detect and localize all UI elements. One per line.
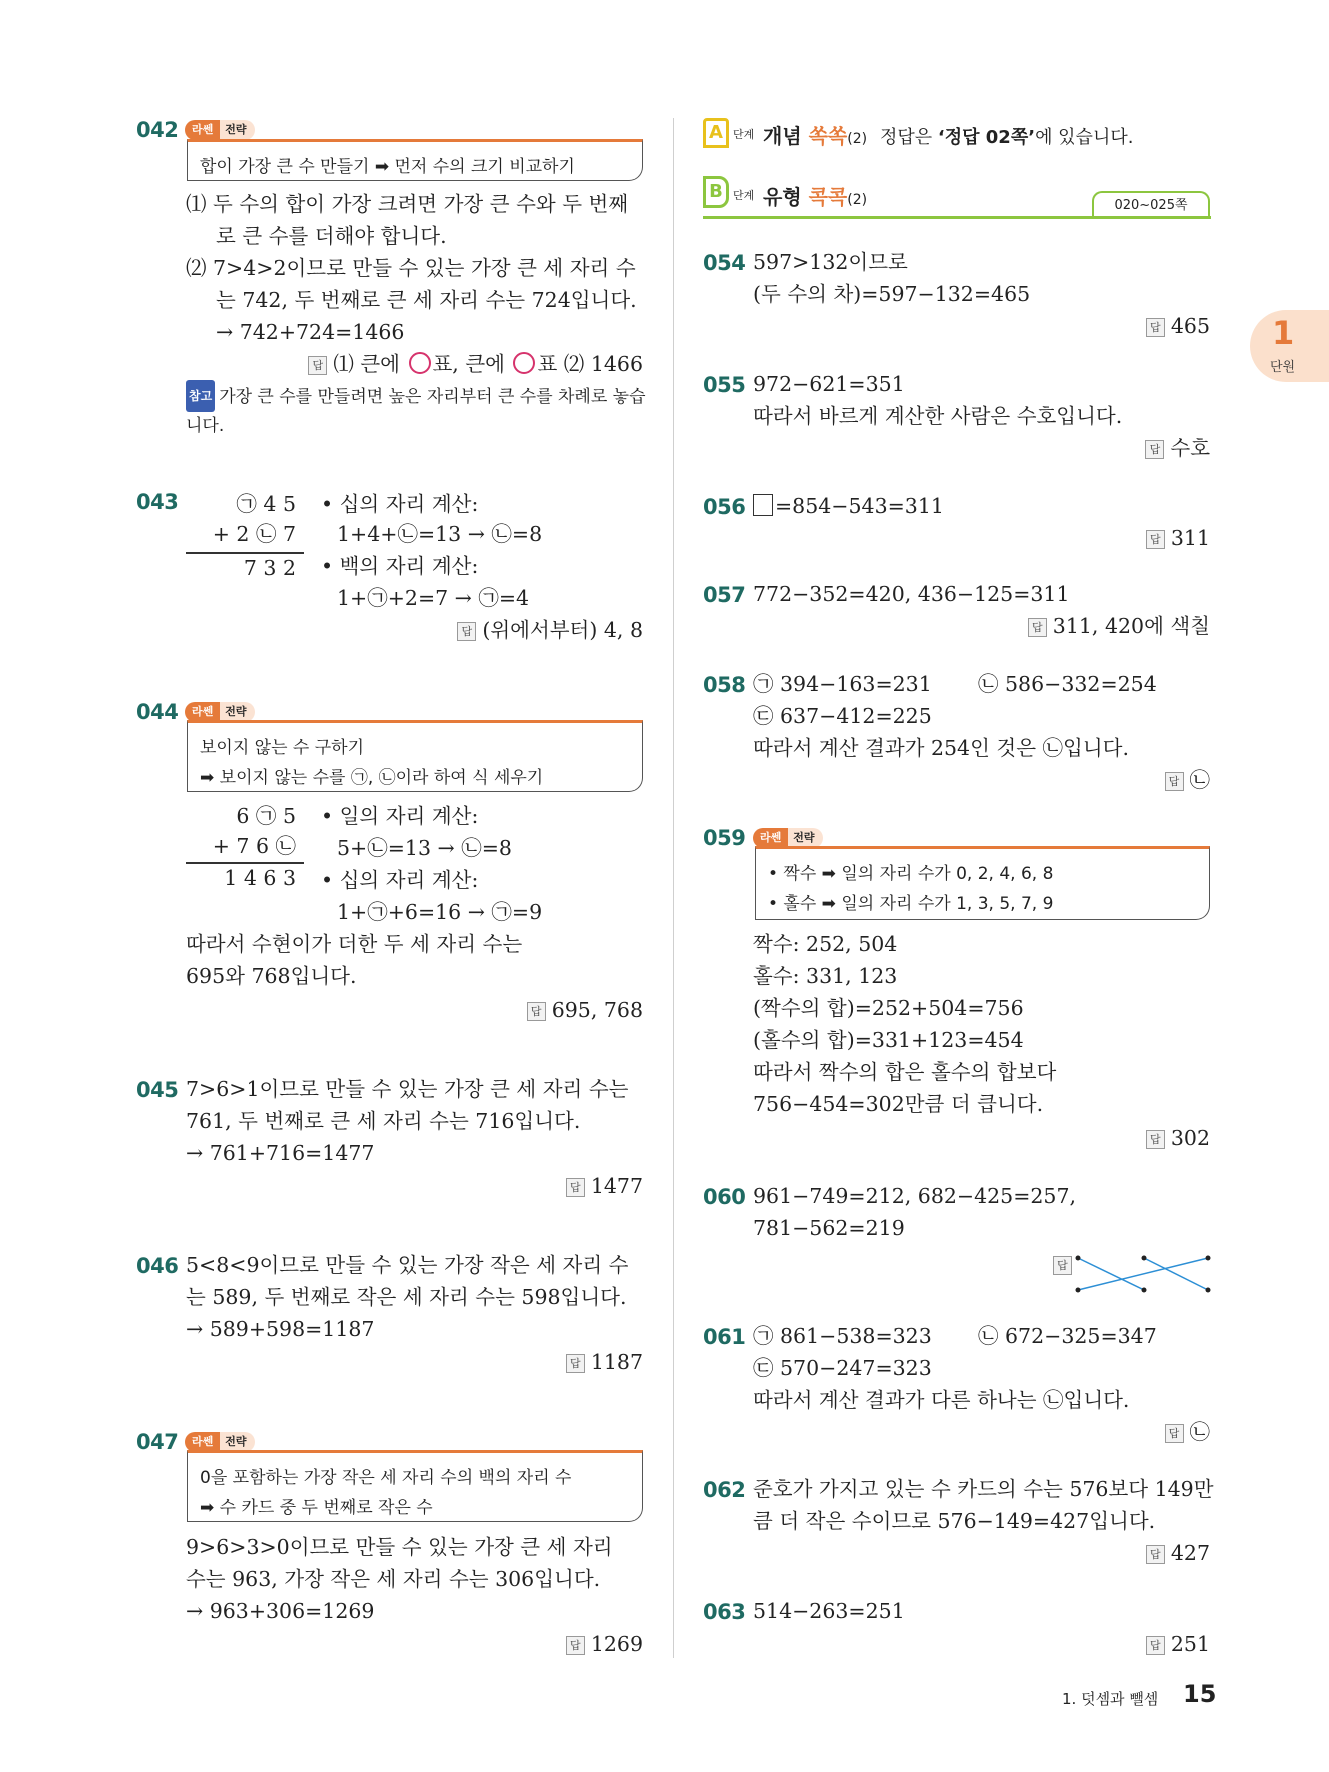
section-b-title: 유형 콕콕(2) [763,185,868,209]
page-number: 15 [1183,1680,1217,1708]
answer: 답 427 [1146,1537,1210,1569]
answer: 답 ㉡ [1165,764,1211,796]
problem-number: 056 [703,495,746,519]
circle-mark-icon [409,352,431,374]
matching-lines-answer [1072,1252,1214,1298]
strategy-tag: 라쎈 전략 [185,702,255,722]
answer: 답 ⑴ 큰에 표, 큰에 표 ⑵ 1466 [308,348,643,380]
answer: 답 311 [1146,522,1210,554]
blank-box-icon [753,494,773,516]
answer: 답 1187 [566,1346,643,1378]
circle-mark-icon [513,352,535,374]
chapter-tab: 1 단원 [1250,310,1329,382]
answer: 답 수호 [1145,432,1210,464]
answer: 답 [1053,1248,1078,1280]
answer: 답 ㉡ [1165,1416,1211,1448]
page-range-badge: 020~025쪽 [1092,191,1210,217]
problem-number: 061 [703,1325,746,1349]
step-b-icon: B [703,176,729,208]
problem-number: 058 [703,673,746,697]
problem-number: 047 [136,1430,179,1454]
column-divider [673,118,674,1658]
strategy-box: • 짝수 ➡ 일의 자리 수가 0, 2, 4, 6, 8 • 홀수 ➡ 일의 자리 수가 1, 3, 5, 7, 9 [755,846,1210,920]
answer-note: 정답은 ‘정답 02쪽’에 있습니다. [880,127,1134,148]
problem-number: 046 [136,1254,179,1278]
problem-number: 059 [703,826,746,850]
answer: 답 (위에서부터) 4, 8 [457,614,643,646]
problem-number: 062 [703,1478,746,1502]
strategy-box: 0을 포함하는 가장 작은 세 자리 수의 백의 자리 수 ➡ 수 카드 중 두 번째로 작은 수 [187,1450,643,1522]
problem-number: 060 [703,1185,746,1209]
problem-number: 063 [703,1600,746,1624]
answer: 답 695, 768 [527,994,643,1026]
strategy-tag: 라쎈 전략 [185,1432,255,1452]
problem-number: 042 [136,118,179,142]
problem-number: 055 [703,373,746,397]
problem-number: 057 [703,583,746,607]
step-a-icon: A [703,118,729,148]
strategy-tag: 라쎈 전략 [185,120,255,140]
problem-number: 045 [136,1078,179,1102]
reference-note: 참고 가장 큰 수를 만들려면 높은 자리부터 큰 수를 차례로 놓습 [186,380,646,413]
problem-number: 043 [136,490,179,514]
strategy-box: 보이지 않는 수 구하기 ➡ 보이지 않는 수를 ㉠, ㉡이라 하여 식 세우기 [187,720,643,792]
answer: 답 251 [1146,1628,1210,1660]
section-a-title: 개념 쏙쏙(2) [763,124,868,148]
problem-number: 054 [703,251,746,275]
strategy-tag: 라쎈 전략 [753,828,823,848]
problem-number: 044 [136,700,179,724]
answer: 답 1477 [566,1170,643,1202]
answer: 답 311, 420에 색칠 [1028,610,1210,642]
answer: 답 1269 [566,1628,643,1660]
answer: 답 302 [1146,1122,1210,1154]
strategy-box: 합이 가장 큰 수 만들기 ➡ 먼저 수의 크기 비교하기 [187,139,643,181]
answer: 답 465 [1146,310,1210,342]
footer-chapter: 1. 덧셈과 뺄셈 [1062,1690,1159,1708]
